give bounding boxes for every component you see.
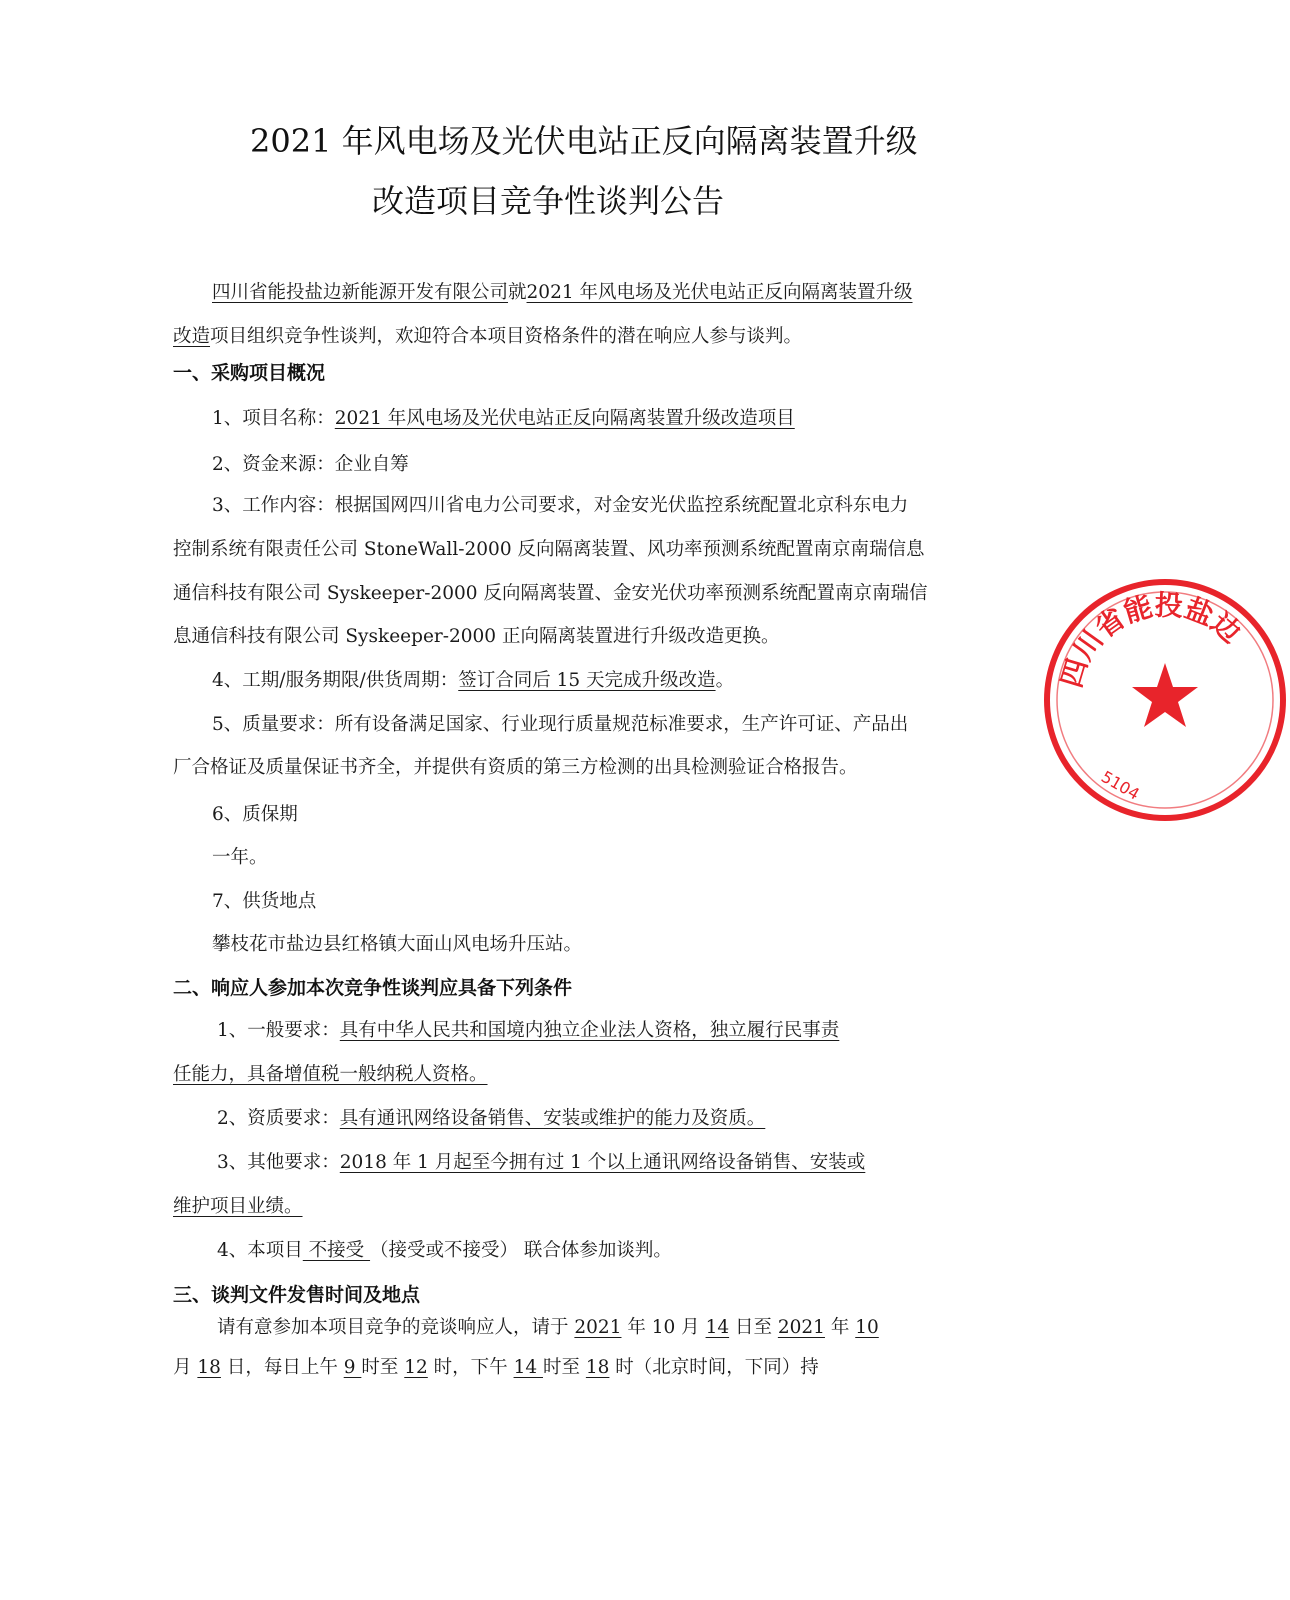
sale-text: 日，每日上午 [220,1357,344,1378]
sale-text: 时，下午 [427,1357,514,1378]
intro-text-2: 项目组织竞争性谈判，欢迎符合本项目资格条件的潜在响应人参与谈判。 [210,326,803,347]
item-7-value: 攀枝花市盐边县红格镇大面山风电场升压站。 [212,934,583,955]
condition-1-value-2: 任能力，具备增值税一般纳税人资格。 [173,1064,488,1085]
seal-code: 5104 [1098,767,1143,804]
condition-3-line-2 [173,1192,303,1218]
condition-1-value-1: 具有中华人民共和国境内独立企业法人资格，独立履行民事责 [339,1020,840,1041]
sale-text: 时至 [361,1357,405,1378]
condition-3-value-1: 2018 年 1 月起至今拥有过 1 个以上通讯网络设备销售、安装或 [339,1152,866,1173]
item-6-label: 6、质保期 [212,804,298,825]
start-year: 2021 [574,1317,622,1338]
intro-line-1 [212,278,913,304]
project-name-part-2: 改造 [173,326,211,347]
item-2-funding: 2、资金来源：企业自筹 [212,454,409,475]
sale-text: 请有意参加本项目竞争的竞谈响应人，请于 [217,1317,575,1338]
company-seal [1040,575,1290,825]
condition-4 [217,1236,672,1262]
seal-star-icon [1132,663,1198,727]
end-year: 2021 [777,1317,825,1338]
start-day: 14 [705,1317,730,1338]
section-1-heading: 一、采购项目概况 [173,362,326,384]
item-3-line-2: 控制系统有限责任公司 StoneWall-2000 反向隔离装置、风功率预测系统配置南京南瑞信息 [173,539,925,560]
morning-end-hour: 12 [404,1357,428,1378]
sale-text: 年 10 月 [621,1317,706,1338]
end-month: 10 [855,1317,879,1338]
afternoon-start-hour: 14 [513,1357,543,1378]
sale-text: 时（北京时间，下同）持 [609,1357,819,1378]
section-2-heading: 二、响应人参加本次竞争性谈判应具备下列条件 [173,977,573,999]
condition-1-line-2 [173,1060,488,1086]
intro-line-2 [173,322,802,348]
sale-text: 日至 [729,1317,778,1338]
sale-text: 月 [173,1357,198,1378]
item-3-line-3: 通信科技有限公司 Syskeeper-2000 反向隔离装置、金安光伏功率预测系统配置南京南瑞信 [173,583,928,604]
condition-3-line-1 [217,1148,865,1174]
item-3-line-1: 3、工作内容：根据国网四川省电力公司要求，对金安光伏监控系统配置北京科东电力 [212,495,909,516]
purchaser-name: 四川省能投盐边新能源开发有限公司 [212,282,509,303]
document-title-line-2: 改造项目竞争性谈判公告 [372,182,725,220]
item-1-label: 1、项目名称： [212,408,335,429]
intro-text: 就 [508,282,527,303]
sale-text: 时至 [542,1357,586,1378]
item-4-label: 4、工期/服务期限/供货周期： [212,670,459,691]
sale-time-line-2 [173,1353,819,1379]
project-name-part-1: 2021 年风电场及光伏电站正反向隔离装置升级 [526,282,913,303]
seal-text: 四川省能投盐边 [1054,588,1248,692]
item-3-line-4: 息通信科技有限公司 Syskeeper-2000 正向隔离装置进行升级改造更换。 [173,626,780,647]
item-1-value: 2021 年风电场及光伏电站正反向隔离装置升级改造项目 [334,408,795,429]
item-5-line-1: 5、质量要求：所有设备满足国家、行业现行质量规范标准要求，生产许可证、产品出 [212,714,909,735]
item-1-project-name [212,404,795,430]
item-6-value: 一年。 [212,847,268,868]
condition-2-label: 2、资质要求： [217,1108,340,1129]
sale-time-line-1 [217,1313,879,1339]
document-title-line-1: 2021 年风电场及光伏电站正反向隔离装置升级 [250,122,918,160]
afternoon-end-hour: 18 [585,1357,610,1378]
item-5-line-2: 厂合格证及质量保证书齐全，并提供有资质的第三方检测的出具检测验证合格报告。 [173,757,858,778]
consortium-answer: 不接受 [302,1240,371,1261]
item-4-end: 。 [715,670,735,691]
item-7-label: 7、供货地点 [212,891,317,912]
morning-start-hour: 9 [343,1357,362,1378]
condition-1-line-1 [217,1016,839,1042]
condition-4-text-a: 4、本项目 [217,1240,303,1261]
condition-2-value: 具有通讯网络设备销售、安装或维护的能力及资质。 [339,1108,766,1129]
condition-2 [217,1104,765,1130]
section-3-heading: 三、谈判文件发售时间及地点 [173,1284,421,1306]
end-day: 18 [197,1357,221,1378]
condition-3-label: 3、其他要求： [217,1152,340,1173]
condition-4-text-c: （接受或不接受） 联合体参加谈判。 [370,1240,672,1261]
item-4-value: 签订合同后 15 天完成升级改造 [458,670,716,691]
sale-text: 年 [824,1317,856,1338]
condition-1-label: 1、一般要求： [217,1020,340,1041]
item-4-duration [212,666,734,692]
condition-3-value-2: 维护项目业绩。 [173,1196,303,1217]
